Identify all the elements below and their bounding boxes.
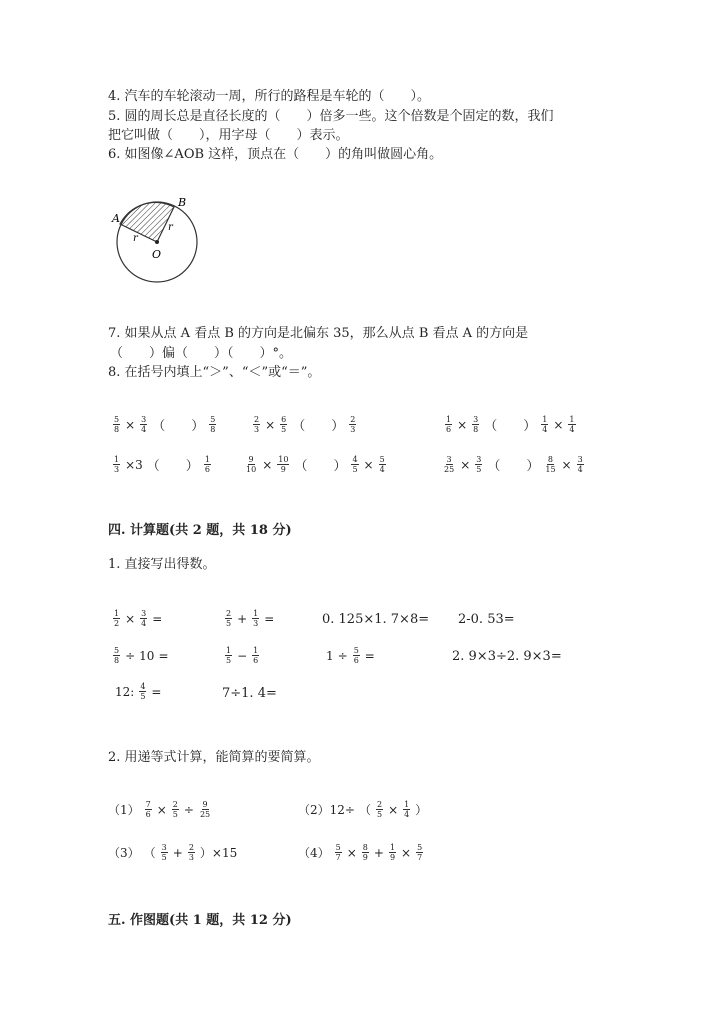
circle-angle-figure — [100, 190, 210, 290]
compare-5: $\frac{9}{10}$ × $\frac{10}{9}$ （ ） $\frac{4}{5}$ × $\frac{5}{4}$ — [246, 455, 385, 474]
compare-1: $\frac{5}{8}$ × $\frac{3}{4}$ （ ） $\frac{5}{8}$ — [114, 415, 216, 434]
stepcalc-2: （2）12÷ （ $\frac{2}{5}$ × $\frac{1}{4}$ ） — [298, 800, 428, 819]
section-4-q1: 1. 直接写出得数。 — [108, 557, 216, 572]
label-o: O — [152, 248, 162, 261]
calc-4: 2-0. 53= — [458, 612, 515, 627]
label-r-left: r — [133, 233, 138, 244]
calc-7: 1 ÷ $\frac{5}{6}$ = — [326, 646, 375, 665]
calc-5: $\frac{5}{8}$ ÷ 10 = — [114, 646, 169, 665]
calc-10: 7÷1. 4= — [222, 686, 277, 701]
stepcalc-1: （1） $\frac{7}{6}$ × $\frac{2}{5}$ ÷ $\frac{9}{25}$ — [108, 800, 211, 819]
calc-8: 2. 9×3÷2. 9×3= — [452, 649, 562, 664]
answer-blank[interactable]: （ ） — [294, 459, 347, 474]
compare-4: $\frac{1}{3}$ ×3 （ ） $\frac{1}{6}$ — [114, 455, 210, 474]
calc-6: $\frac{1}{5}$ − $\frac{1}{6}$ — [226, 646, 259, 665]
answer-blank[interactable]: （ ） — [292, 419, 345, 434]
calc-3: 0. 125×1. 7×8= — [322, 612, 430, 627]
stepcalc-4: （4） $\frac{5}{7}$ × $\frac{8}{9}$ + $\frac{1}{9}$ × $\frac{5}{7}$ — [298, 843, 423, 862]
answer-blank[interactable]: （ ） — [487, 459, 540, 474]
section-4-q2: 2. 用递等式计算，能简算的要简算。 — [108, 750, 320, 765]
stepcalc-3: （3） （ $\frac{3}{5}$ + $\frac{2}{3}$ ）×15 — [108, 843, 238, 862]
label-a: A — [112, 212, 120, 225]
question-7-line1: 7. 如果从点 A 看点 B 的方向是北偏东 35，那么从点 B 看点 A 的方向是 — [108, 326, 529, 341]
question-4: 4. 汽车的车轮滚动一周，所行的路程是车轮的（ ）。 — [108, 89, 431, 104]
question-5-line1: 5. 圆的周长总是直径长度的（ ）倍多一些。这个倍数是个固定的数，我们 — [108, 109, 554, 124]
question-5-line2: 把它叫做（ ），用字母（ ）表示。 — [108, 128, 349, 143]
question-7-line2: （ ）偏（ ）（ ）°。 — [110, 346, 293, 361]
section-5-title: 五. 作图题(共 1 题，共 12 分) — [108, 913, 292, 928]
compare-2: $\frac{2}{3}$ × $\frac{6}{5}$ （ ） $\frac{2}{3}$ — [254, 415, 356, 434]
shaded-sector — [120, 202, 174, 242]
section-4-title: 四. 计算题(共 2 题，共 18 分) — [108, 523, 292, 538]
compare-3: $\frac{1}{6}$ × $\frac{3}{8}$ （ ） $\frac{1}{4}$ × $\frac{1}{4}$ — [446, 415, 575, 434]
calc-9: 12: $\frac{4}{5}$ = — [115, 682, 162, 701]
question-8: 8. 在括号内填上“＞”、“＜”或“＝”。 — [108, 365, 321, 380]
answer-blank[interactable]: （ ） — [146, 459, 199, 474]
answer-blank[interactable]: （ ） — [484, 419, 537, 434]
label-b: B — [178, 196, 187, 209]
label-r-right: r — [168, 222, 173, 233]
calc-2: $\frac{2}{5}$ + $\frac{1}{3}$ = — [226, 609, 275, 628]
answer-blank[interactable]: （ ） — [152, 419, 205, 434]
question-6: 6. 如图像∠AOB 这样，顶点在（ ）的角叫做圆心角。 — [108, 147, 443, 162]
calc-1: $\frac{1}{2}$ × $\frac{3}{4}$ = — [114, 609, 163, 628]
compare-6: $\frac{3}{25}$ × $\frac{3}{5}$ （ ） $\frac{8}{15}$ × $\frac{3}{4}$ — [444, 455, 583, 474]
